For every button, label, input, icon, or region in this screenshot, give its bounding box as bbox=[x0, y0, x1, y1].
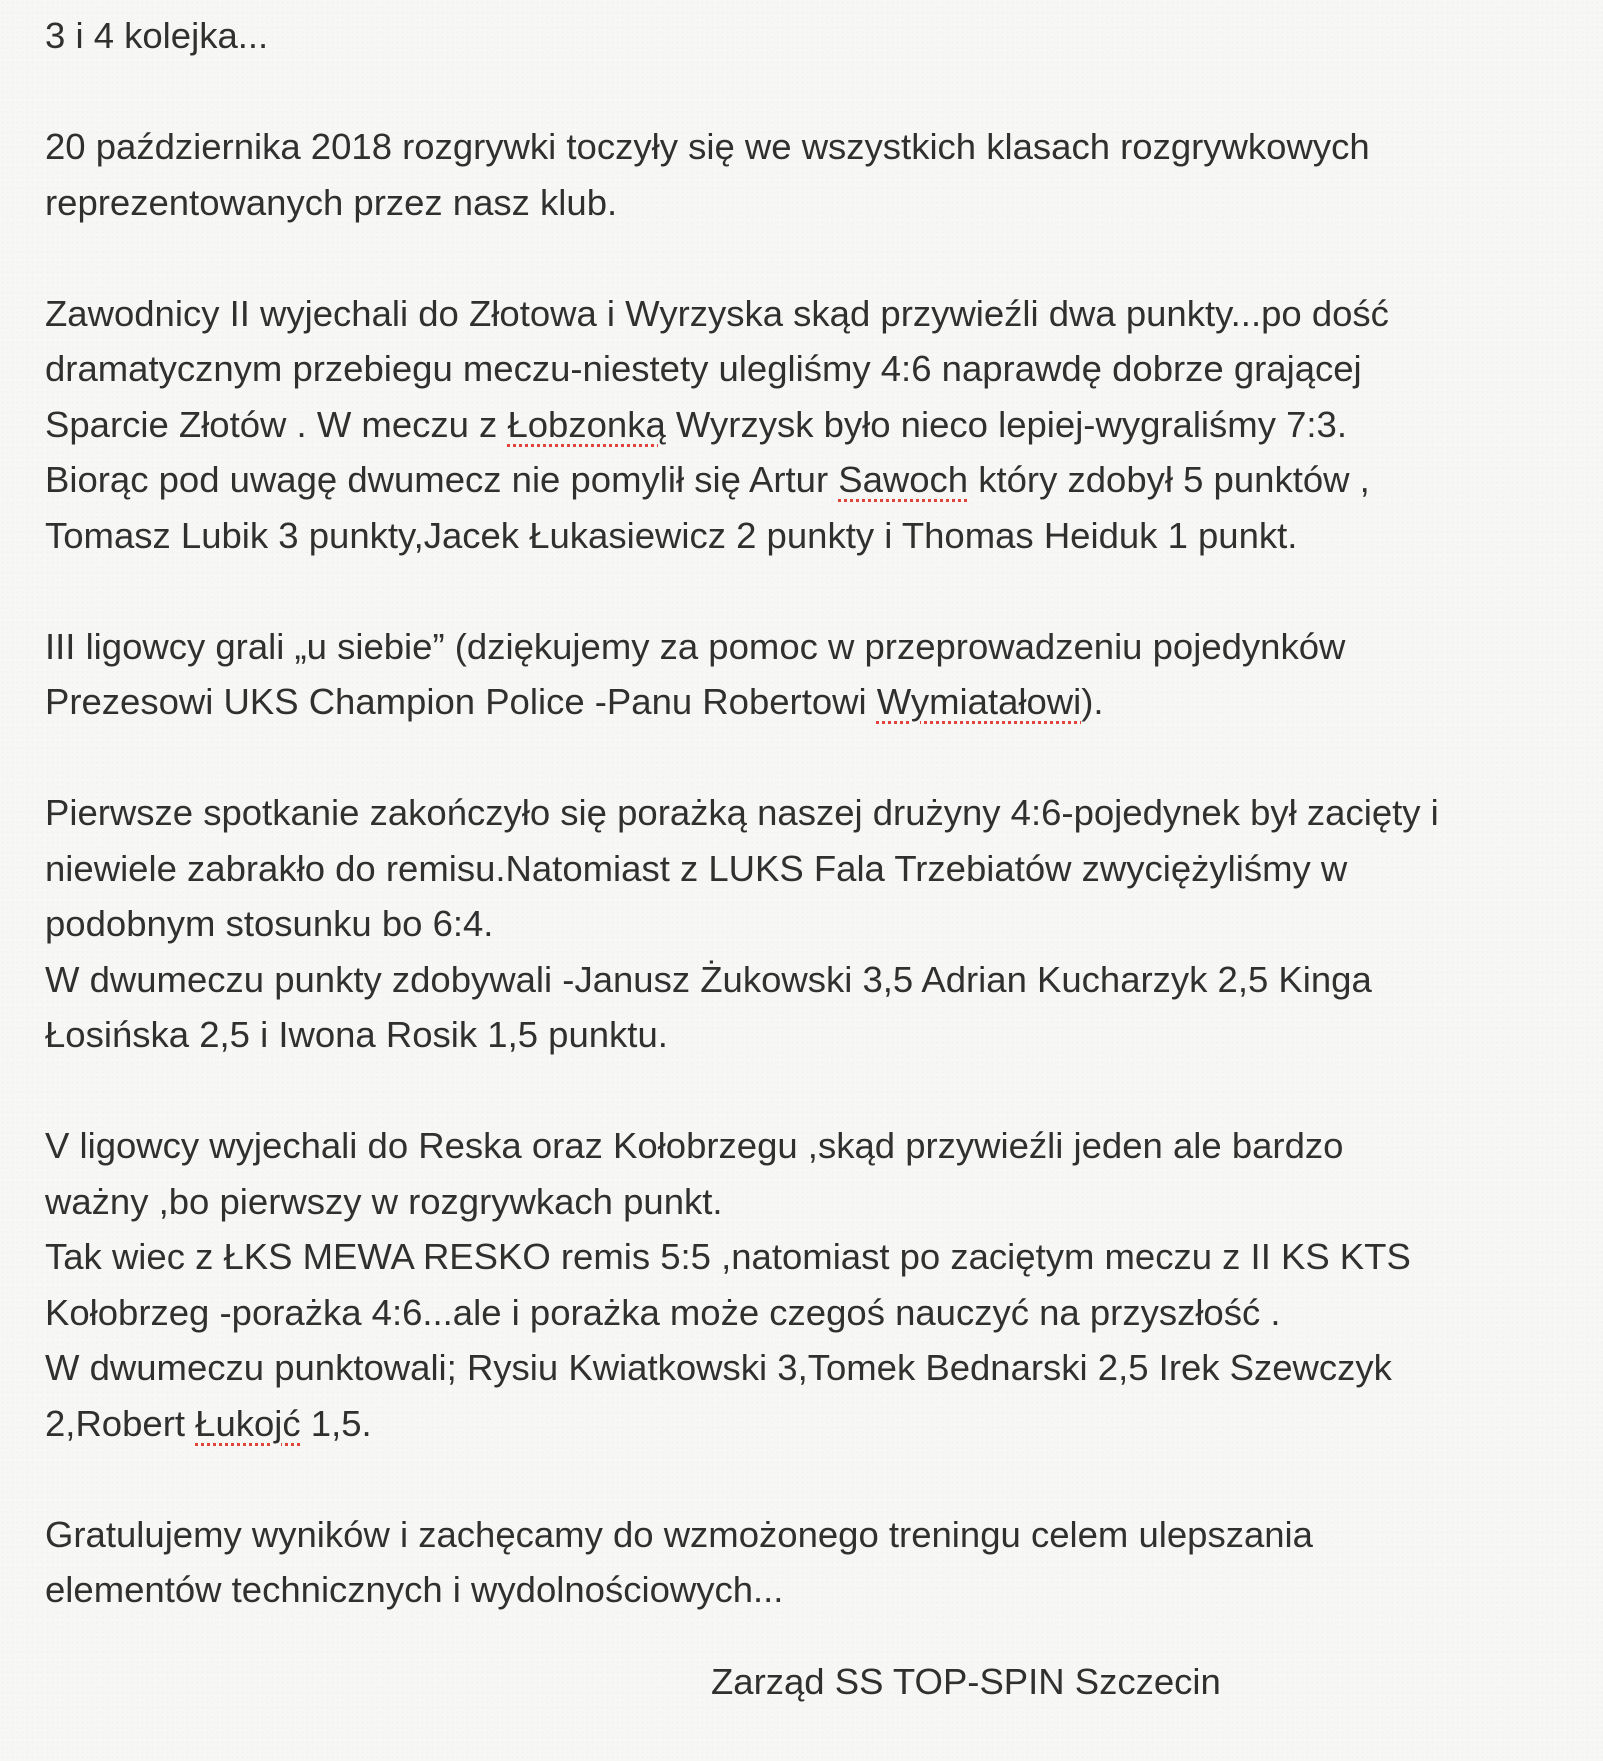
paragraph-5-line-2: ważny ,bo pierwszy w rozgrywkach punkt. bbox=[45, 1180, 723, 1222]
signature: Zarząd SS TOP-SPIN Szczecin bbox=[711, 1661, 1221, 1702]
blank-line bbox=[45, 730, 1575, 786]
text-run: 2,Robert bbox=[45, 1402, 196, 1444]
text-run: Wyrzysk było nieco lepiej-wygraliśmy 7:3. bbox=[665, 403, 1347, 445]
paragraph-2-line-4 bbox=[45, 452, 1575, 508]
paragraph-5-line-4: Kołobrzeg -porażka 4:6...ale i porażka może czegoś nauczyć na przyszłość . bbox=[45, 1291, 1281, 1333]
text-run: Sparcie Złotów . W meczu z bbox=[45, 403, 508, 445]
text-run: który zdobył 5 punktów , bbox=[968, 459, 1370, 500]
misspelled-word[interactable]: Łobzonką bbox=[507, 403, 666, 445]
paragraph-4-line-1: Pierwsze spotkanie zakończyło się porażką naszej drużyny 4:6-pojedynek był zacięty i bbox=[45, 792, 1439, 833]
blank-line bbox=[45, 230, 1575, 286]
paragraph-5-line-1: V ligowcy wyjechali do Reska oraz Kołobrzegu ,skąd przywieźli jeden ale bardzo bbox=[45, 1125, 1344, 1166]
paragraph-4-line-4: W dwumeczu punkty zdobywali -Janusz Żukowski 3,5 Adrian Kucharzyk 2,5 Kinga bbox=[45, 958, 1372, 1000]
text-run: 1,5. bbox=[300, 1402, 372, 1444]
paragraph-2-line-2: dramatycznym przebiegu meczu-niestety ulegliśmy 4:6 naprawdę dobrze grającej bbox=[45, 348, 1362, 389]
paragraph-4-line-2: niewiele zabrakło do remisu.Natomiast z LUKS Fala Trzebiatów zwyciężyliśmy w bbox=[45, 847, 1348, 889]
blank-line bbox=[45, 1063, 1575, 1119]
text-run: Prezesowi UKS Champion Police -Panu Robertowi bbox=[45, 681, 877, 722]
paragraph-5-line-6 bbox=[45, 1396, 1575, 1452]
paragraph-6-line-2: elementów technicznych i wydolnościowych... bbox=[45, 1569, 784, 1610]
paragraph-3-line-1: III ligowcy grali „u siebie” (dziękujemy za pomoc w przeprowadzeniu pojedynków bbox=[45, 625, 1346, 667]
paragraph-4-line-3: podobnym stosunku bo 6:4. bbox=[45, 903, 494, 944]
note-body[interactable] bbox=[45, 8, 1575, 1618]
paragraph-1-line-2: reprezentowanych przez nasz klub. bbox=[45, 181, 618, 223]
paragraph-2-line-3 bbox=[45, 397, 1575, 453]
paragraph-5-line-3: Tak wiec z ŁKS MEWA RESKO remis 5:5 ,natomiast po zaciętym meczu z II KS KTS bbox=[45, 1236, 1411, 1277]
paragraph-6-line-1: Gratulujemy wyników i zachęcamy do wzmożonego treningu celem ulepszania bbox=[45, 1513, 1313, 1555]
blank-line bbox=[45, 64, 1575, 120]
note-title: 3 i 4 kolejka... bbox=[45, 15, 269, 56]
paragraph-3-line-2 bbox=[45, 674, 1575, 730]
misspelled-word[interactable]: Łukojć bbox=[195, 1402, 301, 1444]
paragraph-1-line-1: 20 października 2018 rozgrywki toczyły się we wszystkich klasach rozgrywkowych bbox=[45, 126, 1370, 167]
paragraph-5-line-5: W dwumeczu punktowali; Rysiu Kwiatkowski 3,Tomek Bednarski 2,5 Irek Szewczyk bbox=[45, 1347, 1392, 1388]
text-run: ). bbox=[1081, 681, 1104, 722]
paragraph-2-line-5: Tomasz Lubik 3 punkty,Jacek Łukasiewicz 2 punkty i Thomas Heiduk 1 punkt. bbox=[45, 514, 1298, 556]
misspelled-word[interactable]: Sawoch bbox=[838, 459, 969, 500]
blank-line bbox=[45, 1451, 1575, 1507]
blank-line bbox=[45, 563, 1575, 619]
misspelled-word[interactable]: Wymiatałowi bbox=[876, 681, 1082, 722]
text-run: Biorąc pod uwagę dwumecz nie pomylił się Artur bbox=[45, 459, 839, 500]
paragraph-4-line-5: Łosińska 2,5 i Iwona Rosik 1,5 punktu. bbox=[45, 1014, 668, 1055]
paragraph-2-line-1: Zawodnicy II wyjechali do Złotowa i Wyrzyska skąd przywieźli dwa punkty...po dość bbox=[45, 292, 1389, 334]
